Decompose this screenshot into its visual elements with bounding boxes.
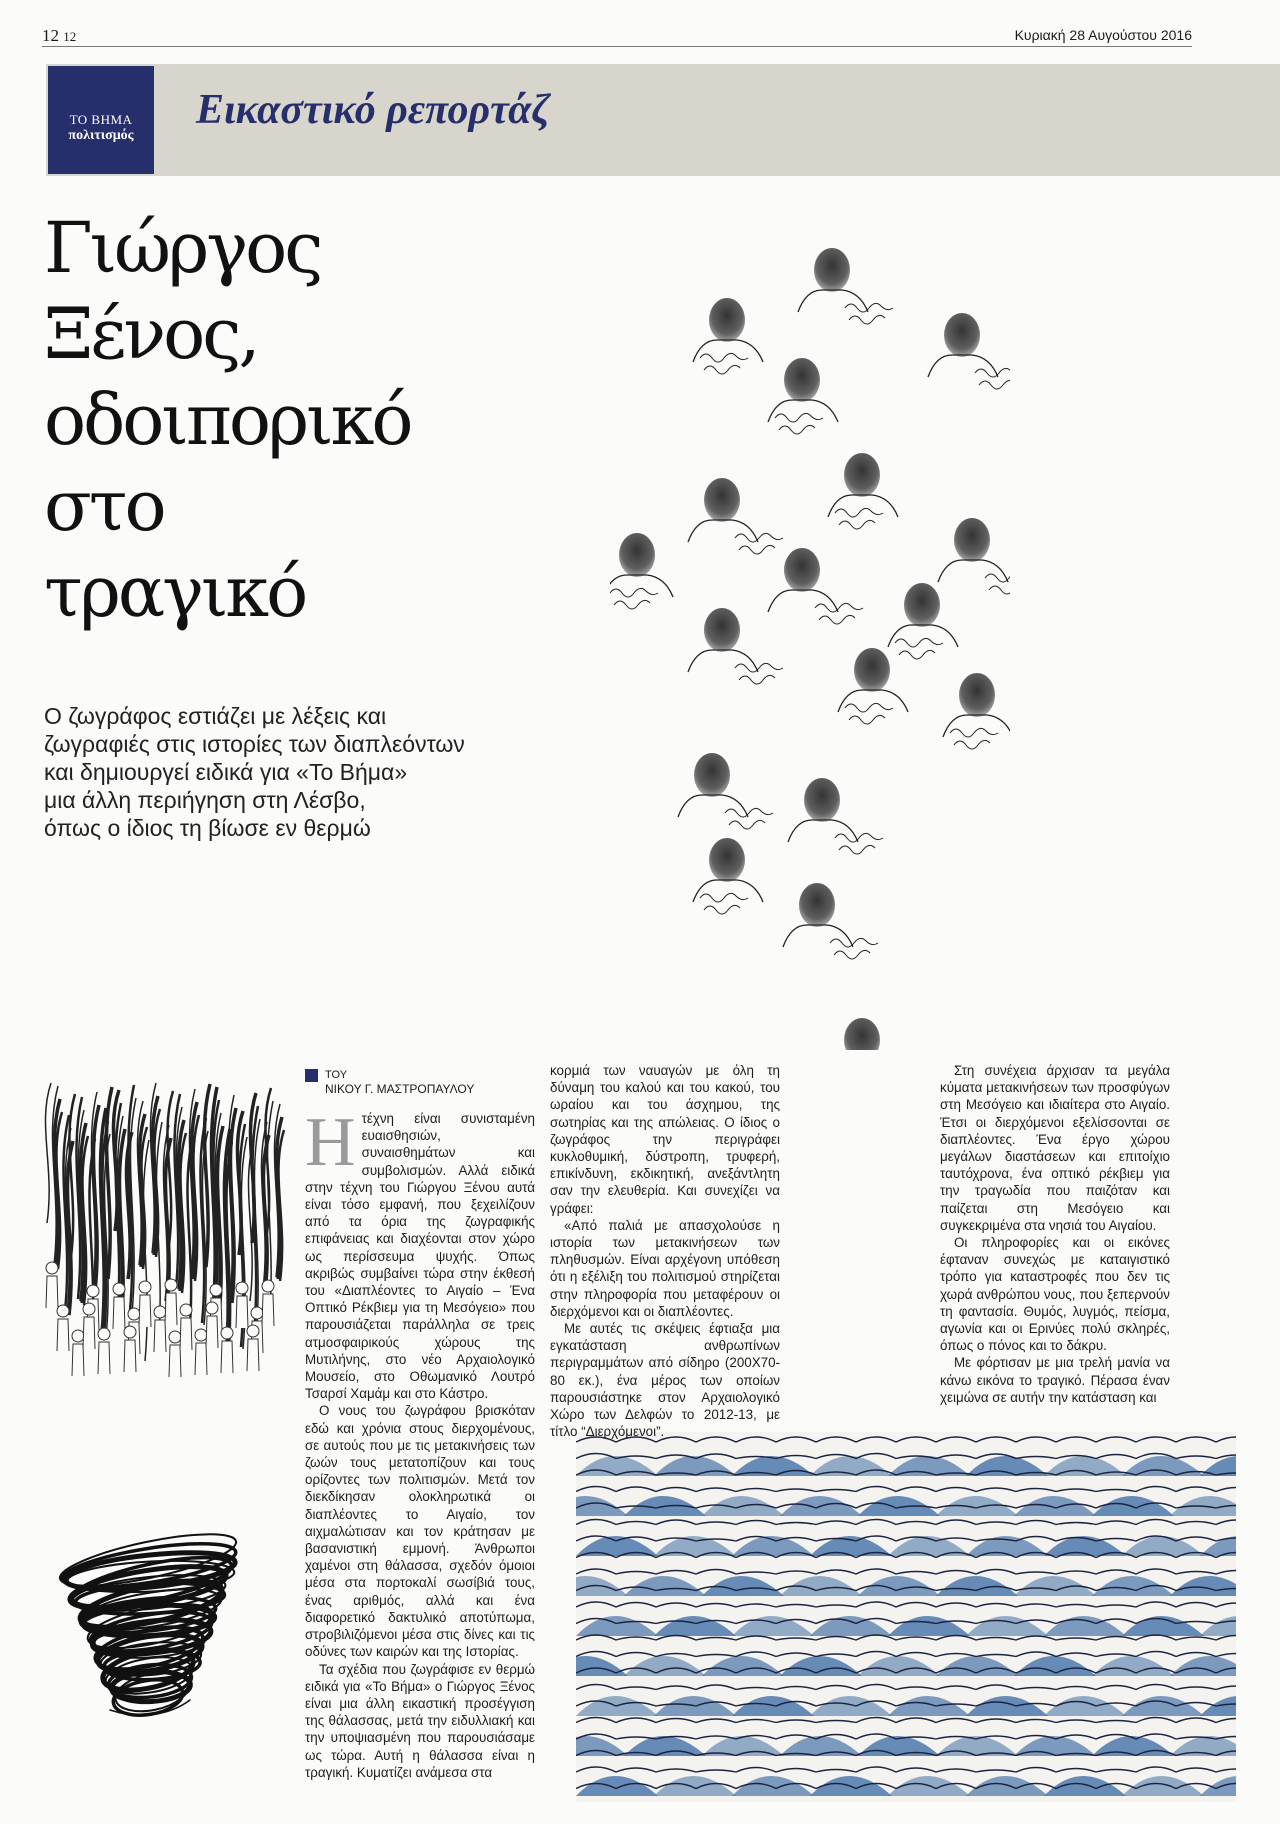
sketch-figure [768,548,863,624]
sketch-figure [693,298,763,374]
crowd-drawing-icon [42,1078,287,1408]
crowd-figure [195,1329,207,1375]
article-column-2 [550,1062,780,1440]
paragraph: Τα σχέδια που ζωγράφισε εν θερμώ ειδικά για «Το Βήμα» ο Γιώργος Ξένος είναι μια άλλη εικαστική προσέγγιση της θάλασσας, μετά την ειδυλλιακή και την υποψιασμένη που παρουσιάσαμε ως τώρα. Αυτή η θάλασσα είναι η τραγική. Κυματίζει ανάμεσα στα [305,1661,535,1780]
section-title: Εικαστικό ρεπορτάζ [196,87,550,133]
crowd-figure [124,1326,136,1372]
crowd-figure [236,1282,248,1328]
paragraph: Οι πληροφορίες και οι εικόνες έφταναν συνεχώς με καταιγιστικό τρόπο για καταστροφές που δεν τις χωρά ανθρώπου νους, που ξεπερνούν τη φαντασία. Θυμός, λυγμός, πείσμα, αγωνία και οι Ερινύες πολύ σκληρές, όπως ο πόνος και το δάκρυ. [940,1235,1170,1354]
sketch-figure [688,478,783,554]
crowd-figure [98,1328,110,1374]
crowd-figure [262,1280,274,1326]
article-column-3 [940,1062,1170,1432]
crowd-figure [113,1283,125,1329]
sketch-figure [888,583,958,659]
ink-swirl-icon [50,1510,255,1740]
crowd-figure [139,1281,151,1327]
crowd-figure [46,1262,58,1308]
crowd-figure [165,1279,177,1325]
paragraph: Ητέχνη είναι συνισταμένη ευαισθησιών, συναισθημάτων και συμβολισμών. Αλλά ειδικά στην τέχνη του Γιώργου Ξένου αυτά είναι τόσο εμφανή, που ξεχειλίζουν από τα όρια της ζωγραφικής επιφάνειας και διαχέονται στον χώρο ως περίσσευμα ψυχής. Όπως ακριβώς συμβαίνει τώρα στην έκθεσή του «Διαπλέοντες το Αιγαίο – Ένα Οπτικό Ρέκβιεμ για τη Μεσόγειο» που παρουσιάζεται παράλληλα σε τρεις ατμοσφαιρικούς χώρους της Μυτιλήνης, στο νέο Αρχαιολογικό Μουσείο, στο Οθωμανικό Λουτρό Τσαρσί Χαμάμ και στο Κάστρο. [305,1104,535,1402]
sketch-figure [693,838,763,914]
article-column-1 [305,1104,535,1800]
sketch-figure [838,648,908,724]
byline-marker [305,1069,318,1082]
drop-cap: Η [305,1104,356,1181]
sketch-figure [928,313,1010,389]
paragraph: κορμιά των ναυαγών με όλη τη δύναμη του καλού και του κακού, του ωραίου και του άσχημου, της σωτηρίας και της απώλειας. Ο ίδιος ο ζωγράφος την περιγράφει κυκλοθυμική, δύστροπη, τρυφερή, επικίνδυνη, εκδικητική, ανεξάντλητη σαν την ελευθερία. Και συνεχίζει να γράφει: [550,1063,780,1216]
sketch-figure [688,608,783,684]
paragraph: «Από παλιά με απασχολούσε η ιστορία των μετακινήσεων των πληθυσμών. Είναι αρχέγονη υπόθεση ότι η εξέλιξη του πολιτισμού στηρίζεται στην πληροφορία που μεταφέρουν οι διερχόμενοι και οι διαπλέοντες. [550,1217,780,1319]
sketch-figure [943,673,1010,749]
standfirst: Ο ζωγράφος εστιάζει με λέξεις και ζωγραφιές στις ιστορίες των διαπλεόντων και δημιουργεί ειδικά για «Το Βήμα» μια άλλη περιήγηση στη Λέσβο, όπως ο ίδιος τη βίωσε εν θερμώ [44,703,465,841]
headline-line: στο [44,465,164,547]
section-banner [46,64,1280,176]
sketch-figure [678,753,773,829]
headline-line: Ξένος, [44,293,258,375]
crowd-figure [169,1331,181,1377]
issue-date: Κυριακή 28 Αυγούστου 2016 [1014,27,1192,43]
crowd-figure [180,1304,192,1350]
paragraph: Στη συνέχεια άρχισαν τα μεγάλα κύματα μετακινήσεων των προσφύγων στη Μεσόγειο και ιδιαίτερα στο Αιγαίο. Έτσι οι διερχόμενοι εξελίσσονται σε διαπλέοντες. Ένα έργο χώρου μεγάλων διαστάσεων και επιτοίχιο ταυτόχρονα, ένα οπτικό ρέκβιεμ για την τραγωδία που παιζόταν και παίζεται στη Μεσόγειο και συγκεκριμένα στα νησιά του Αιγαίου. [940,1063,1170,1233]
to-vima-logo: ΤΟ ΒΗΜΑ πολιτισμός [48,66,154,174]
headline [44,205,584,635]
crowd-figure [247,1325,259,1371]
sketch-figure [938,518,1010,594]
sketch-figure [768,358,838,434]
page-number: 12 12 [42,26,77,45]
crowd-figure [221,1327,233,1373]
paragraph: Με φόρτισαν με μια τρελή μανία να κάνω εικόνα το τραγικό. Πέρασα έναν χειμώνα σε αυτήν την κατάσταση και [940,1355,1170,1405]
crowd-figure [154,1306,166,1352]
headline-line: τραγικό [44,551,306,633]
sketch-figure [610,533,673,609]
sketch-figure [828,1018,898,1050]
crowd-figure [57,1305,69,1351]
crowd-figure [72,1330,84,1376]
figure-heads-sketch-icon [610,210,1010,1050]
page-header [42,24,1192,47]
sketch-figure [828,453,898,529]
waves-painting-icon [576,1432,1236,1802]
author-name: ΝΙΚΟΥ Γ. ΜΑΣΤΡΟΠΑΥΛΟΥ [325,1082,475,1096]
paragraph: Ο νους του ζωγράφου βρισκόταν εδώ και χρόνια στους διερχομένους, σε αυτούς που με τις μετακινήσεις των ζωών τους μετατοπίζουν και τους ορίζοντες των πολιτισμών. Μετά τον διεκδίκησαν ολοκληρωτικά οι διαπλέοντες το Αιγαίο, τον αιχμαλώτισαν και τον κράτησαν με βασανιστική εμμονή. Άνθρωποι χαμένοι στη θάλασσα, σχεδόν όμοιοι μέσα στα πορτοκαλί σωσίβιά τους, ένας αριθμός, αλλά και ένα διαφορετικό δακτυλικό αποτύπωμα, στροβιλιζόμενοι μέσα στις δίνες και τις οδύνες των καιρών και της Ιστορίας. [305,1403,535,1660]
headline-line: Γιώργος [44,207,321,289]
sketch-figure [798,248,893,324]
sketch-figure [783,883,878,959]
headline-line: οδοιπορικό [44,379,411,461]
crowd-figure [206,1302,218,1348]
crowd-figure [83,1303,95,1349]
sketch-figure [788,778,883,854]
paragraph: Με αυτές τις σκέψεις έφτιαξα μια εγκατάσταση ανθρωπίνων περιγραμμάτων από σίδηρο (200Χ70-80 εκ.), ένα μέρος των οποίων παρουσιάστηκε στον Αρχαιολογικό Χώρο των Δελφών το 2012-13, με τίτλο “Διερχόμενοι”. [550,1321,780,1440]
